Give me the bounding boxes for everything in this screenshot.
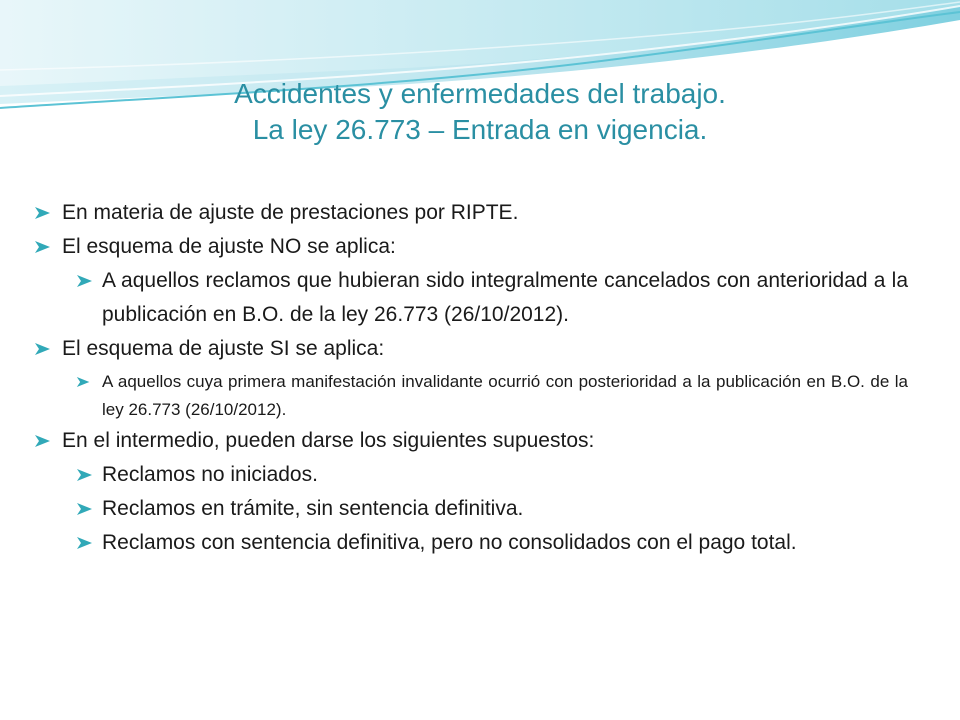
bullet-text: En materia de ajuste de prestaciones por RIPTE. — [62, 201, 519, 224]
bullet-text: En el intermedio, pueden darse los siguientes supuestos: — [62, 429, 595, 452]
bullet-text: Reclamos no iniciados. — [102, 463, 318, 486]
arrow-bullet-icon — [34, 341, 52, 357]
arrow-bullet-icon — [34, 205, 52, 221]
sub-bullet-item — [34, 526, 908, 560]
arrow-bullet-icon — [34, 433, 52, 449]
bullet-item — [34, 230, 908, 264]
sub-bullet-item — [34, 458, 908, 492]
bullet-list — [34, 196, 908, 560]
bullet-text: Reclamos en trámite, sin sentencia definitiva. — [102, 497, 524, 520]
bullet-item — [34, 332, 908, 366]
title-line-2: La ley 26.773 – Entrada en vigencia. — [252, 114, 708, 145]
bullet-text: Reclamos con sentencia definitiva, pero no consolidados con el pago total. — [102, 531, 797, 554]
bullet-text: El esquema de ajuste SI se aplica: — [62, 337, 385, 360]
arrow-bullet-icon — [76, 273, 94, 289]
bullet-item — [34, 424, 908, 458]
sub-bullet-item — [34, 264, 908, 332]
bullet-item — [34, 196, 908, 230]
arrow-bullet-icon — [76, 535, 94, 551]
arrow-bullet-icon — [34, 239, 52, 255]
sub-bullet-item — [34, 492, 908, 526]
bullet-text: El esquema de ajuste NO se aplica: — [62, 235, 396, 258]
slide-title — [40, 76, 920, 148]
title-line-1: Accidentes y enfermedades del trabajo. — [234, 78, 726, 109]
arrow-bullet-icon — [76, 467, 94, 483]
arrow-bullet-icon — [76, 501, 94, 517]
bullet-text: A aquellos reclamos que hubieran sido integralmente cancelados con anterioridad a la publicación en B.O. de la ley 26.773 (26/10/2012). — [102, 269, 908, 326]
arrow-bullet-icon — [76, 375, 91, 389]
bullet-text: A aquellos cuya primera manifestación invalidante ocurrió con posterioridad a la publicación en B.O. de la ley 26.773 (26/10/2012). — [102, 372, 908, 419]
sub-bullet-item — [34, 368, 908, 424]
